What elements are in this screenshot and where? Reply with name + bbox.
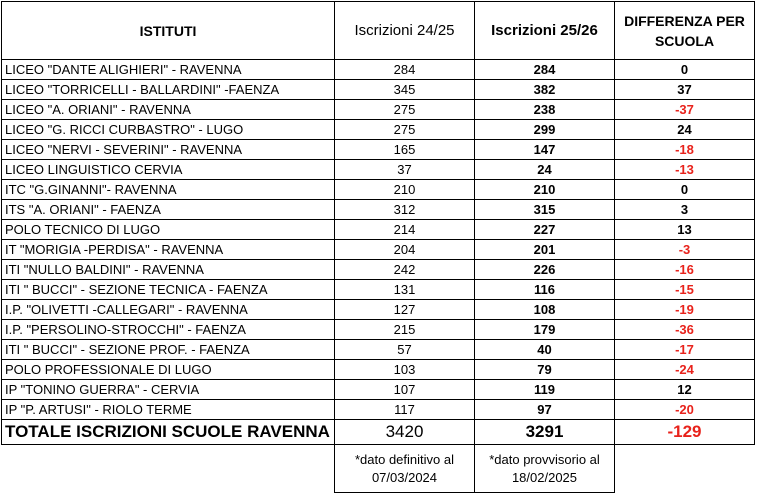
table-row	[2, 60, 755, 80]
enrollment-24-25-cell: 103	[335, 360, 475, 380]
difference-cell: -3	[615, 240, 755, 260]
table-row	[2, 360, 755, 380]
total-25-26: 3291	[475, 420, 615, 445]
enrollment-25-26-cell: 108	[475, 300, 615, 320]
school-name-cell: LICEO "DANTE ALIGHIERI" - RAVENNA	[2, 60, 335, 80]
school-name-cell: I.P. "PERSOLINO-STROCCHI" - FAENZA	[2, 320, 335, 340]
difference-cell: 13	[615, 220, 755, 240]
enrollment-24-25-cell: 165	[335, 140, 475, 160]
school-name-cell: IP "P. ARTUSI" - RIOLO TERME	[2, 400, 335, 420]
difference-cell: 12	[615, 380, 755, 400]
enrollment-24-25-cell: 214	[335, 220, 475, 240]
enrollment-25-26-cell: 315	[475, 200, 615, 220]
header-istituti: ISTITUTI	[2, 2, 335, 60]
enrollment-25-26-cell: 226	[475, 260, 615, 280]
note-25-26: *dato provvisorio al 18/02/2025	[475, 445, 615, 493]
enrollment-24-25-cell: 117	[335, 400, 475, 420]
table-row	[2, 120, 755, 140]
enrollment-25-26-cell: 201	[475, 240, 615, 260]
school-name-cell: LICEO LINGUISTICO CERVIA	[2, 160, 335, 180]
empty-cell	[2, 445, 335, 493]
notes-row	[2, 445, 755, 493]
table-row	[2, 160, 755, 180]
table-row	[2, 80, 755, 100]
enrollment-24-25-cell: 312	[335, 200, 475, 220]
enrollment-24-25-cell: 275	[335, 120, 475, 140]
enrollment-24-25-cell: 127	[335, 300, 475, 320]
enrollment-25-26-cell: 382	[475, 80, 615, 100]
total-row	[2, 420, 755, 445]
enrollment-25-26-cell: 116	[475, 280, 615, 300]
enrollment-25-26-cell: 79	[475, 360, 615, 380]
school-name-cell: LICEO "NERVI - SEVERINI" - RAVENNA	[2, 140, 335, 160]
enrollment-25-26-cell: 238	[475, 100, 615, 120]
difference-cell: -16	[615, 260, 755, 280]
school-name-cell: ITC "G.GINANNI"- RAVENNA	[2, 180, 335, 200]
enrollment-24-25-cell: 284	[335, 60, 475, 80]
enrollment-25-26-cell: 179	[475, 320, 615, 340]
enrollment-25-26-cell: 119	[475, 380, 615, 400]
table-row	[2, 320, 755, 340]
enrollment-24-25-cell: 204	[335, 240, 475, 260]
enrollment-25-26-cell: 97	[475, 400, 615, 420]
table-row	[2, 140, 755, 160]
difference-cell: 37	[615, 80, 755, 100]
enrollment-24-25-cell: 210	[335, 180, 475, 200]
header-iscrizioni-24-25: Iscrizioni 24/25	[335, 2, 475, 60]
note-24-25: *dato definitivo al 07/03/2024	[335, 445, 475, 493]
total-label: TOTALE ISCRIZIONI SCUOLE RAVENNA	[2, 420, 335, 445]
difference-cell: -15	[615, 280, 755, 300]
school-name-cell: I.P. "OLIVETTI -CALLEGARI" - RAVENNA	[2, 300, 335, 320]
total-24-25: 3420	[335, 420, 475, 445]
table-row	[2, 240, 755, 260]
difference-cell: -18	[615, 140, 755, 160]
school-name-cell: IT "MORIGIA -PERDISA" - RAVENNA	[2, 240, 335, 260]
table-row	[2, 400, 755, 420]
header-row	[2, 2, 755, 60]
total-difference: -129	[615, 420, 755, 445]
school-name-cell: ITS "A. ORIANI" - FAENZA	[2, 200, 335, 220]
enrollment-25-26-cell: 24	[475, 160, 615, 180]
table-row	[2, 180, 755, 200]
enrollment-24-25-cell: 242	[335, 260, 475, 280]
header-differenza: DIFFERENZA PER SCUOLA	[615, 2, 755, 60]
enrollment-25-26-cell: 284	[475, 60, 615, 80]
school-name-cell: LICEO "TORRICELLI - BALLARDINI" -FAENZA	[2, 80, 335, 100]
enrollment-24-25-cell: 215	[335, 320, 475, 340]
difference-cell: -17	[615, 340, 755, 360]
enrollment-25-26-cell: 40	[475, 340, 615, 360]
enrollment-24-25-cell: 131	[335, 280, 475, 300]
difference-cell: -37	[615, 100, 755, 120]
header-iscrizioni-25-26: Iscrizioni 25/26	[475, 2, 615, 60]
enrollment-24-25-cell: 57	[335, 340, 475, 360]
school-name-cell: LICEO "A. ORIANI" - RAVENNA	[2, 100, 335, 120]
difference-cell: -24	[615, 360, 755, 380]
school-name-cell: ITI " BUCCI" - SEZIONE PROF. - FAENZA	[2, 340, 335, 360]
enrollment-24-25-cell: 275	[335, 100, 475, 120]
table-row	[2, 280, 755, 300]
table-row	[2, 260, 755, 280]
table-row	[2, 380, 755, 400]
enrollment-24-25-cell: 107	[335, 380, 475, 400]
table-row	[2, 200, 755, 220]
enrollment-24-25-cell: 345	[335, 80, 475, 100]
table-row	[2, 220, 755, 240]
difference-cell: -36	[615, 320, 755, 340]
difference-cell: 3	[615, 200, 755, 220]
enrollment-25-26-cell: 299	[475, 120, 615, 140]
difference-cell: -13	[615, 160, 755, 180]
school-name-cell: LICEO "G. RICCI CURBASTRO" - LUGO	[2, 120, 335, 140]
school-name-cell: ITI " BUCCI" - SEZIONE TECNICA - FAENZA	[2, 280, 335, 300]
difference-cell: -19	[615, 300, 755, 320]
enrollment-table	[1, 1, 755, 493]
enrollment-25-26-cell: 147	[475, 140, 615, 160]
enrollment-25-26-cell: 210	[475, 180, 615, 200]
empty-cell	[615, 445, 755, 493]
difference-cell: -20	[615, 400, 755, 420]
school-name-cell: POLO TECNICO DI LUGO	[2, 220, 335, 240]
difference-cell: 24	[615, 120, 755, 140]
school-name-cell: ITI "NULLO BALDINI" - RAVENNA	[2, 260, 335, 280]
table-row	[2, 300, 755, 320]
table-row	[2, 340, 755, 360]
school-name-cell: IP "TONINO GUERRA" - CERVIA	[2, 380, 335, 400]
table-row	[2, 100, 755, 120]
difference-cell: 0	[615, 60, 755, 80]
school-name-cell: POLO PROFESSIONALE DI LUGO	[2, 360, 335, 380]
difference-cell: 0	[615, 180, 755, 200]
enrollment-24-25-cell: 37	[335, 160, 475, 180]
enrollment-25-26-cell: 227	[475, 220, 615, 240]
